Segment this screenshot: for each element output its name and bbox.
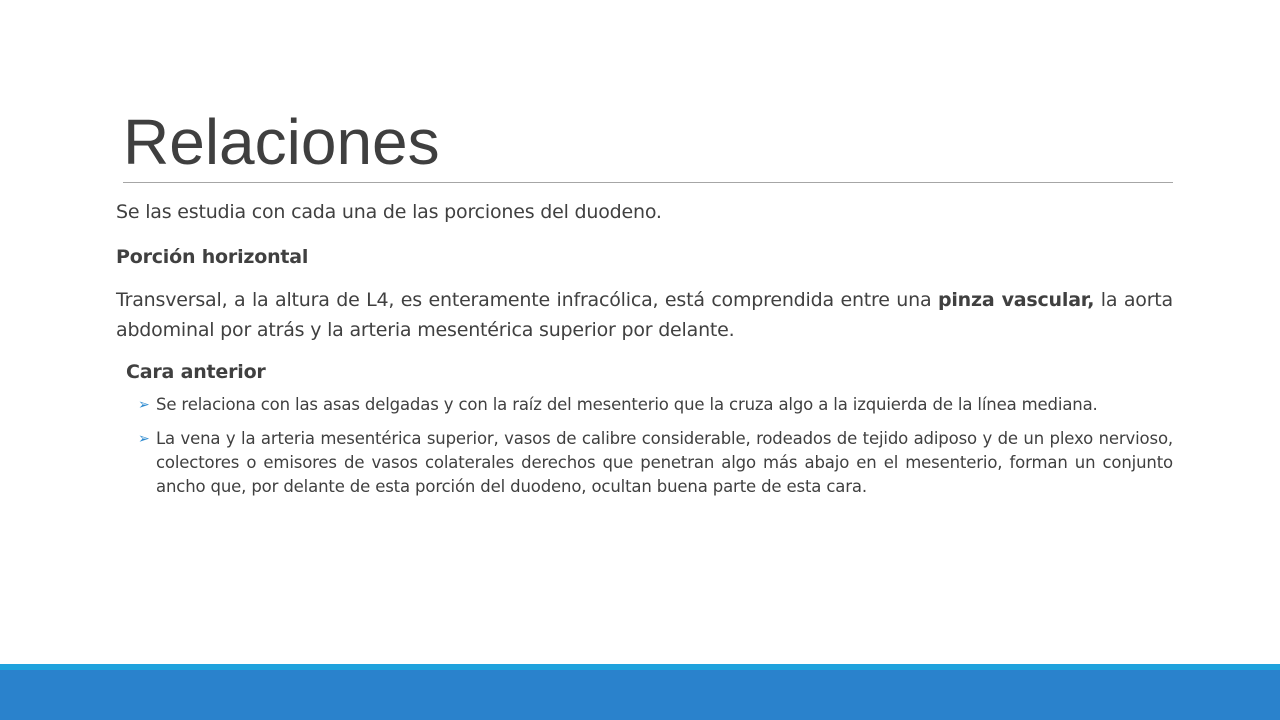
body-paragraph bbox=[116, 285, 1173, 345]
bullet-list bbox=[116, 393, 1173, 499]
slide-title: Relaciones bbox=[123, 106, 440, 178]
bullet-text: Se relaciona con las asas delgadas y con la raíz del mesenterio que la cruza algo a la izquierda de la línea mediana. bbox=[156, 395, 1098, 414]
intro-paragraph: Se las estudia con cada una de las porciones del duodeno. bbox=[116, 201, 662, 223]
arrow-bullet-icon: ➢ bbox=[138, 397, 150, 413]
list-item bbox=[138, 393, 1173, 417]
arrow-bullet-icon: ➢ bbox=[138, 431, 150, 447]
title-divider bbox=[123, 182, 1173, 183]
body-text-before: Transversal, a la altura de L4, es enteramente infracólica, está comprendida entre una bbox=[116, 289, 938, 311]
subsection-heading: Cara anterior bbox=[126, 361, 266, 383]
slide-content bbox=[116, 197, 1173, 509]
footer-accent-stripe bbox=[0, 664, 1280, 670]
section-heading: Porción horizontal bbox=[116, 246, 309, 268]
body-emphasis: pinza vascular, bbox=[937, 289, 1095, 311]
bullet-text: La vena y la arteria mesentérica superior, vasos de calibre considerable, rodeados de tejido adiposo y de un plexo nervioso, colectores o emisores de vasos colaterales derechos que penetran algo más abajo en el mesenterio, forman un conjunto ancho que, por delante de esta porción del duodeno, ocultan buena parte de esta cara. bbox=[156, 429, 1173, 496]
list-item bbox=[138, 427, 1173, 499]
footer-bar bbox=[0, 664, 1280, 720]
body-text-after: la aorta abdominal por atrás y la arteria mesentérica superior por delante. bbox=[116, 289, 1173, 341]
